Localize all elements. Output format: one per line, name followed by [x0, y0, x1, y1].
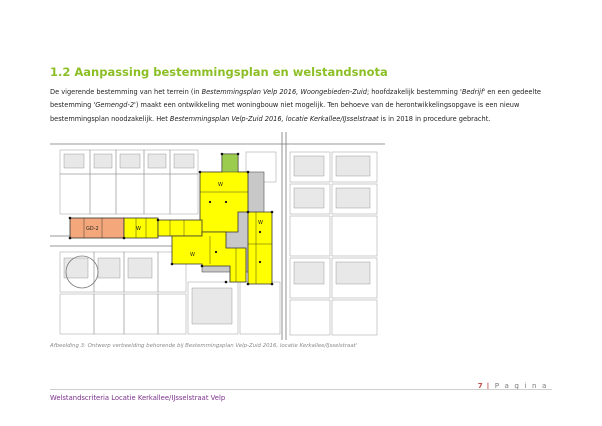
text-run: en een gedeelte: [485, 88, 541, 96]
section-heading: 1.2 Aanpassing bestemmingsplan en welstandsnota: [50, 65, 388, 79]
page-number-value: 7: [477, 381, 483, 390]
paragraph-line-1: [50, 86, 562, 99]
text-run: ; hoofdzakelijk bestemming: [366, 88, 461, 96]
text-run: ) maakt een ontwikkeling met woningbouw niet mogelijk. Ten behoeve van de herontwikkelingsopgave is een nieuw: [135, 101, 520, 110]
page-word: P a g i n a: [494, 381, 548, 390]
groen-zone: [222, 154, 238, 172]
text-run: De vigerende bestemming van het terrein (in: [50, 88, 202, 96]
wonen-west-block: [124, 218, 158, 238]
zoning-map-figure: [50, 132, 385, 340]
plan-name-italic: Bestemmingsplan Velp-Zuid 2016, locatie Kerkallee/IJsselstraat: [169, 114, 379, 123]
text-run: bestemmingsplan noodzakelijk. Het: [50, 114, 170, 123]
wonen-center-strip: [158, 220, 202, 236]
map-label-w: W: [190, 252, 195, 258]
figure-caption: Afbeelding 3: Ontwerp verbeelding behorende bij Bestemmingsplan Velp-Zuid 2016, locatie Kerkallee/IJsselstraat': [50, 343, 358, 349]
paragraph-line-2: [50, 99, 562, 112]
map-label-gd2: GD-2: [86, 226, 99, 232]
body-paragraph: [50, 86, 562, 126]
bestemming-bedrijf: 'Bedrijf': [460, 88, 486, 96]
page-separator: |: [486, 381, 491, 390]
map-label-w: W: [218, 182, 223, 188]
footer-title: Welstandscriteria Locatie Kerkallee/IJsselstraat Velp: [50, 394, 226, 402]
text-run: bestemming: [50, 101, 94, 110]
map-label-w: W: [258, 220, 263, 226]
text-run: is in 2018 in procedure gebracht.: [378, 114, 491, 123]
footer-divider: [50, 389, 552, 390]
zoning-map: [50, 132, 385, 340]
map-label-w: W: [136, 226, 141, 232]
plan-name-italic: Bestemmingsplan Velp 2016, Woongebieden-Zuid: [201, 88, 367, 96]
bestemming-gemengd: 'Gemengd-2': [93, 101, 136, 110]
paragraph-line-3: [50, 113, 562, 126]
